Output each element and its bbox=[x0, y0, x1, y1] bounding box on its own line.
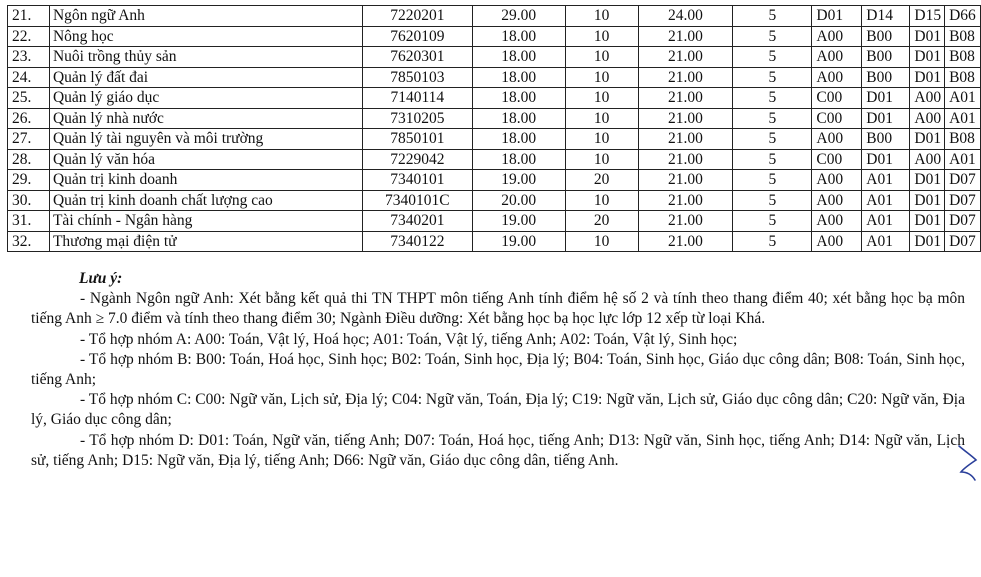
subject-combo-cell: A01 bbox=[945, 149, 981, 170]
subject-combo-cell: C00 bbox=[812, 108, 862, 129]
subject-combo-cell: A00 bbox=[812, 47, 862, 68]
subject-combo-cell: B08 bbox=[945, 47, 981, 68]
note-english-major: - Ngành Ngôn ngữ Anh: Xét bằng kết quả thi TN THPT môn tiếng Anh tính điểm hệ số 2 và tính theo thang điểm 40; xét bằng học bạ môn tiếng Anh ≥ 7.0 điểm và tính theo thang điểm 30; Ngành Điều dưỡng: Xét bằng học bạ học lực lớp 12 xếp từ loại Khá. bbox=[31, 290, 965, 328]
subject-combo-cell: A00 bbox=[910, 149, 945, 170]
subject-combo-cell: B00 bbox=[862, 129, 910, 150]
major-code-cell: 7140114 bbox=[363, 88, 473, 109]
major-name-cell: Nông học bbox=[49, 26, 362, 47]
subject-combo-cell: D66 bbox=[945, 6, 981, 27]
subject-combo-cell: D14 bbox=[862, 6, 910, 27]
subject-combo-cell: D01 bbox=[910, 26, 945, 47]
major-code-cell: 7850103 bbox=[363, 67, 473, 88]
score-cell: 18.00 bbox=[472, 129, 565, 150]
score-transcript-cell: 21.00 bbox=[638, 108, 733, 129]
table-row bbox=[8, 170, 981, 191]
quota-cell: 10 bbox=[565, 6, 638, 27]
row-number-cell: 26. bbox=[8, 108, 50, 129]
subject-combo-cell: A00 bbox=[812, 190, 862, 211]
table-row bbox=[8, 67, 981, 88]
quota-transcript-cell: 5 bbox=[733, 88, 812, 109]
quota-cell: 20 bbox=[565, 211, 638, 232]
subject-combo-cell: A00 bbox=[812, 26, 862, 47]
subject-combo-cell: B00 bbox=[862, 26, 910, 47]
table-row bbox=[8, 231, 981, 252]
note-group-b: - Tổ hợp nhóm B: B00: Toán, Hoá học, Sinh học; B02: Toán, Sinh học, Địa lý; B04: Toán, Sinh học, Giáo dục công dân; B08: Toán, Sinh học, tiếng Anh; bbox=[31, 350, 965, 389]
major-name-cell: Quản lý văn hóa bbox=[49, 149, 362, 170]
quota-cell: 10 bbox=[565, 26, 638, 47]
note-group-c: - Tổ hợp nhóm C: C00: Ngữ văn, Lịch sử, Địa lý; C04: Ngữ văn, Toán, Địa lý; C19: Ngữ văn, Lịch sử, Giáo dục công dân; C20: Ngữ văn, Địa lý, Giáo dục công dân; bbox=[31, 391, 965, 429]
subject-combo-cell: A01 bbox=[862, 211, 910, 232]
subject-combo-cell: A01 bbox=[862, 170, 910, 191]
quota-cell: 10 bbox=[565, 129, 638, 150]
score-cell: 29.00 bbox=[472, 6, 565, 27]
subject-combo-cell: D01 bbox=[862, 108, 910, 129]
subject-combo-cell: D01 bbox=[910, 211, 945, 232]
score-cell: 18.00 bbox=[472, 67, 565, 88]
quota-transcript-cell: 5 bbox=[733, 129, 812, 150]
subject-combo-cell: D01 bbox=[910, 190, 945, 211]
score-transcript-cell: 21.00 bbox=[638, 26, 733, 47]
table-row bbox=[8, 6, 981, 27]
major-name-cell: Thương mại điện tử bbox=[49, 231, 362, 252]
row-number-cell: 27. bbox=[8, 129, 50, 150]
score-cell: 19.00 bbox=[472, 231, 565, 252]
subject-combo-cell: A00 bbox=[812, 67, 862, 88]
table-row bbox=[8, 26, 981, 47]
quota-cell: 10 bbox=[565, 190, 638, 211]
major-code-cell: 7220201 bbox=[363, 6, 473, 27]
table-row bbox=[8, 108, 981, 129]
note-group-a: - Tổ hợp nhóm A: A00: Toán, Vật lý, Hoá học; A01: Toán, Vật lý, tiếng Anh; A02: Toán, Vật lý, Sinh học; bbox=[80, 330, 738, 348]
quota-cell: 10 bbox=[565, 149, 638, 170]
major-code-cell: 7340101C bbox=[363, 190, 473, 211]
row-number-cell: 23. bbox=[8, 47, 50, 68]
quota-cell: 10 bbox=[565, 88, 638, 109]
subject-combo-cell: D01 bbox=[812, 6, 862, 27]
quota-transcript-cell: 5 bbox=[733, 108, 812, 129]
score-cell: 18.00 bbox=[472, 149, 565, 170]
subject-combo-cell: A00 bbox=[910, 108, 945, 129]
subject-combo-cell: B00 bbox=[862, 47, 910, 68]
table-row bbox=[8, 190, 981, 211]
score-cell: 18.00 bbox=[472, 26, 565, 47]
major-code-cell: 7340122 bbox=[363, 231, 473, 252]
signature-mark bbox=[956, 442, 980, 484]
score-transcript-cell: 24.00 bbox=[638, 6, 733, 27]
quota-transcript-cell: 5 bbox=[733, 67, 812, 88]
major-name-cell: Ngôn ngữ Anh bbox=[49, 6, 362, 27]
subject-combo-cell: B00 bbox=[862, 67, 910, 88]
quota-cell: 10 bbox=[565, 47, 638, 68]
note-group-d: - Tổ hợp nhóm D: D01: Toán, Ngữ văn, tiếng Anh; D07: Toán, Hoá học, tiếng Anh; D13: Ngữ văn, Sinh học, tiếng Anh; D14: Ngữ văn, Lịch sử, tiếng Anh; D15: Ngữ văn, Địa lý, tiếng Anh; D66: Ngữ văn, Giáo dục công dân, tiếng Anh. bbox=[31, 431, 965, 469]
admissions-table bbox=[7, 5, 981, 252]
row-number-cell: 28. bbox=[8, 149, 50, 170]
major-code-cell: 7229042 bbox=[363, 149, 473, 170]
table-row bbox=[8, 211, 981, 232]
row-number-cell: 29. bbox=[8, 170, 50, 191]
subject-combo-cell: A01 bbox=[945, 88, 981, 109]
score-transcript-cell: 21.00 bbox=[638, 149, 733, 170]
major-code-cell: 7620109 bbox=[363, 26, 473, 47]
score-cell: 20.00 bbox=[472, 190, 565, 211]
quota-transcript-cell: 5 bbox=[733, 47, 812, 68]
notes-heading: Lưu ý: bbox=[79, 270, 123, 287]
row-number-cell: 25. bbox=[8, 88, 50, 109]
quota-cell: 20 bbox=[565, 170, 638, 191]
quota-transcript-cell: 5 bbox=[733, 6, 812, 27]
quota-transcript-cell: 5 bbox=[733, 149, 812, 170]
subject-combo-cell: A01 bbox=[862, 231, 910, 252]
subject-combo-cell: D01 bbox=[910, 129, 945, 150]
subject-combo-cell: A00 bbox=[812, 170, 862, 191]
row-number-cell: 24. bbox=[8, 67, 50, 88]
subject-combo-cell: D15 bbox=[910, 6, 945, 27]
major-name-cell: Quản lý giáo dục bbox=[49, 88, 362, 109]
subject-combo-cell: D01 bbox=[910, 231, 945, 252]
quota-transcript-cell: 5 bbox=[733, 211, 812, 232]
subject-combo-cell: A00 bbox=[812, 129, 862, 150]
major-code-cell: 7340101 bbox=[363, 170, 473, 191]
subject-combo-cell: D01 bbox=[910, 170, 945, 191]
subject-combo-cell: A00 bbox=[910, 88, 945, 109]
quota-transcript-cell: 5 bbox=[733, 190, 812, 211]
major-name-cell: Quản lý nhà nước bbox=[49, 108, 362, 129]
row-number-cell: 21. bbox=[8, 6, 50, 27]
score-transcript-cell: 21.00 bbox=[638, 67, 733, 88]
major-code-cell: 7850101 bbox=[363, 129, 473, 150]
subject-combo-cell: D07 bbox=[945, 231, 981, 252]
score-cell: 18.00 bbox=[472, 88, 565, 109]
table-row bbox=[8, 88, 981, 109]
notes-section bbox=[31, 269, 965, 471]
score-cell: 18.00 bbox=[472, 47, 565, 68]
subject-combo-cell: A00 bbox=[812, 231, 862, 252]
subject-combo-cell: B08 bbox=[945, 67, 981, 88]
score-cell: 19.00 bbox=[472, 211, 565, 232]
quota-cell: 10 bbox=[565, 108, 638, 129]
score-transcript-cell: 21.00 bbox=[638, 190, 733, 211]
score-transcript-cell: 21.00 bbox=[638, 231, 733, 252]
major-name-cell: Quản lý tài nguyên và môi trường bbox=[49, 129, 362, 150]
subject-combo-cell: A00 bbox=[812, 211, 862, 232]
quota-transcript-cell: 5 bbox=[733, 231, 812, 252]
score-cell: 19.00 bbox=[472, 170, 565, 191]
score-transcript-cell: 21.00 bbox=[638, 170, 733, 191]
score-transcript-cell: 21.00 bbox=[638, 88, 733, 109]
major-code-cell: 7620301 bbox=[363, 47, 473, 68]
quota-transcript-cell: 5 bbox=[733, 170, 812, 191]
subject-combo-cell: A01 bbox=[945, 108, 981, 129]
subject-combo-cell: D01 bbox=[910, 47, 945, 68]
subject-combo-cell: D07 bbox=[945, 190, 981, 211]
subject-combo-cell: D07 bbox=[945, 170, 981, 191]
subject-combo-cell: D07 bbox=[945, 211, 981, 232]
row-number-cell: 31. bbox=[8, 211, 50, 232]
table-row bbox=[8, 129, 981, 150]
subject-combo-cell: C00 bbox=[812, 88, 862, 109]
row-number-cell: 32. bbox=[8, 231, 50, 252]
quota-transcript-cell: 5 bbox=[733, 26, 812, 47]
major-name-cell: Nuôi trồng thủy sản bbox=[49, 47, 362, 68]
major-code-cell: 7310205 bbox=[363, 108, 473, 129]
subject-combo-cell: A01 bbox=[862, 190, 910, 211]
score-transcript-cell: 21.00 bbox=[638, 129, 733, 150]
quota-cell: 10 bbox=[565, 231, 638, 252]
subject-combo-cell: B08 bbox=[945, 26, 981, 47]
subject-combo-cell: D01 bbox=[910, 67, 945, 88]
row-number-cell: 22. bbox=[8, 26, 50, 47]
subject-combo-cell: D01 bbox=[862, 149, 910, 170]
row-number-cell: 30. bbox=[8, 190, 50, 211]
subject-combo-cell: B08 bbox=[945, 129, 981, 150]
major-name-cell: Quản lý đất đai bbox=[49, 67, 362, 88]
subject-combo-cell: C00 bbox=[812, 149, 862, 170]
score-transcript-cell: 21.00 bbox=[638, 47, 733, 68]
score-transcript-cell: 21.00 bbox=[638, 211, 733, 232]
major-code-cell: 7340201 bbox=[363, 211, 473, 232]
major-name-cell: Quản trị kinh doanh bbox=[49, 170, 362, 191]
table-row bbox=[8, 149, 981, 170]
subject-combo-cell: D01 bbox=[862, 88, 910, 109]
table-row bbox=[8, 47, 981, 68]
score-cell: 18.00 bbox=[472, 108, 565, 129]
quota-cell: 10 bbox=[565, 67, 638, 88]
major-name-cell: Quản trị kinh doanh chất lượng cao bbox=[49, 190, 362, 211]
major-name-cell: Tài chính - Ngân hàng bbox=[49, 211, 362, 232]
